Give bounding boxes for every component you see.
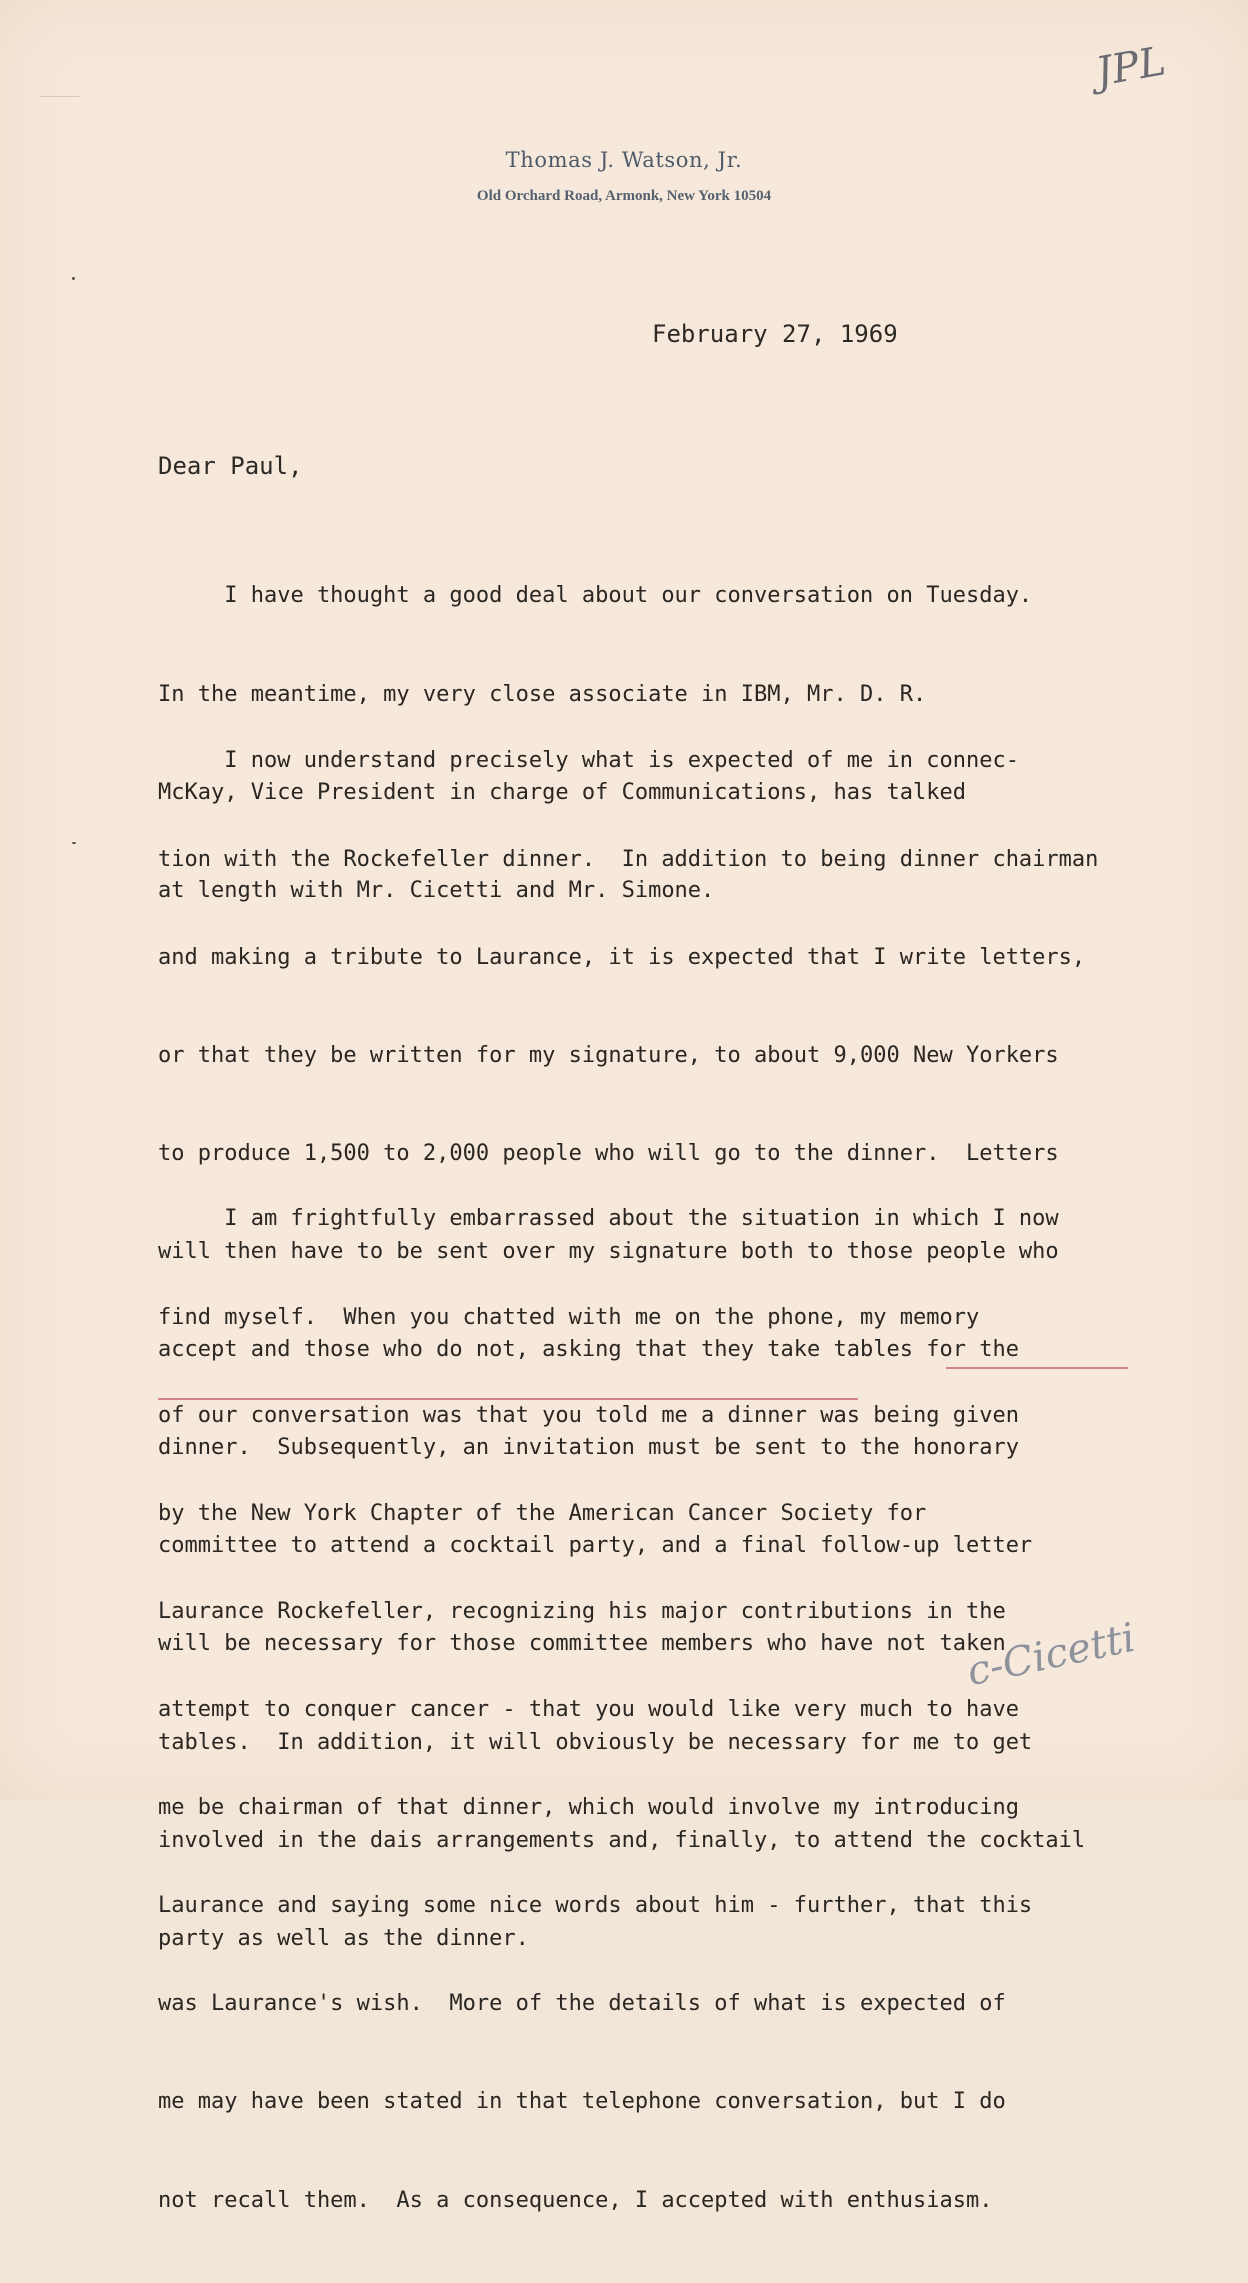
- pencil-cc-note: c-Cicetti: [963, 1614, 1140, 1696]
- handwritten-initials: JPL: [1092, 38, 1169, 96]
- text-line: I now understand precisely what is expected of me in connec-: [158, 748, 1019, 774]
- text-line: not recall them. As a consequence, I accepted with enthusiasm.: [158, 2187, 993, 2213]
- text-line: will then have to be sent over my signature both to those people who: [158, 1238, 1059, 1264]
- text-line: attempt to conquer cancer - that you would like very much to have: [158, 1696, 1019, 1722]
- letter-date: February 27, 1969: [652, 320, 898, 348]
- text-line: was Laurance's wish. More of the details of what is expected of: [158, 1991, 1006, 2017]
- text-line: find myself. When you chatted with me on the phone, my memory: [158, 1304, 980, 1330]
- text-line: In the meantime, my very close associate in IBM, Mr. D. R.: [158, 681, 927, 707]
- text-line: of our conversation was that you told me a dinner was being given: [158, 1402, 1019, 1428]
- text-line: at length with Mr. Cicetti and Mr. Simone.: [158, 877, 715, 903]
- text-line: McKay, Vice President in charge of Communications, has talked: [158, 779, 966, 805]
- text-line: Laurance and saying some nice words about him - further, that this: [158, 1893, 1033, 1919]
- text-line: tables. In addition, it will obviously be necessary for me to get: [158, 1729, 1033, 1755]
- red-underline: [158, 1398, 858, 1400]
- text-line: me be chairman of that dinner, which would involve my introducing: [158, 1795, 1019, 1821]
- text-line: dinner. Subsequently, an invitation must be sent to the honorary: [158, 1435, 1019, 1461]
- paragraph-3: [158, 1138, 1178, 2283]
- salutation: Dear Paul,: [158, 452, 303, 480]
- paper-speck: [72, 842, 76, 844]
- text-line: party as well as the dinner.: [158, 1925, 529, 1951]
- letterhead-address: Old Orchard Road, Armonk, New York 10504: [476, 188, 772, 204]
- red-underline: [946, 1367, 1128, 1369]
- text-line: I have thought a good deal about our conversation on Tuesday.: [158, 583, 1033, 609]
- text-line: by the New York Chapter of the American Cancer Society for: [158, 1500, 927, 1526]
- text-line: accept and those who do not, asking that they take tables for the: [158, 1337, 1019, 1363]
- text-line: or that they be written for my signature, to about 9,000 New Yorkers: [158, 1042, 1059, 1068]
- text-line: me may have been stated in that telephone conversation, but I do: [158, 2089, 1006, 2115]
- text-line: tion with the Rockefeller dinner. In addition to being dinner chairman: [158, 846, 1099, 872]
- text-line: to produce 1,500 to 2,000 people who will go to the dinner. Letters: [158, 1140, 1059, 1166]
- text-line: Laurance Rockefeller, recognizing his major contributions in the: [158, 1598, 1006, 1624]
- text-line: will be necessary for those committee members who have not taken: [158, 1631, 1006, 1657]
- text-line: I am frightfully embarrassed about the situation in which I now: [158, 1206, 1059, 1232]
- paper-speck: [72, 277, 75, 280]
- paper-speck: [40, 96, 80, 97]
- text-line: and making a tribute to Laurance, it is expected that I write letters,: [158, 944, 1086, 970]
- letterhead-name: Thomas J. Watson, Jr.: [505, 148, 743, 172]
- text-line: committee to attend a cocktail party, and a final follow-up letter: [158, 1533, 1033, 1559]
- text-line: involved in the dais arrangements and, finally, to attend the cocktail: [158, 1827, 1086, 1853]
